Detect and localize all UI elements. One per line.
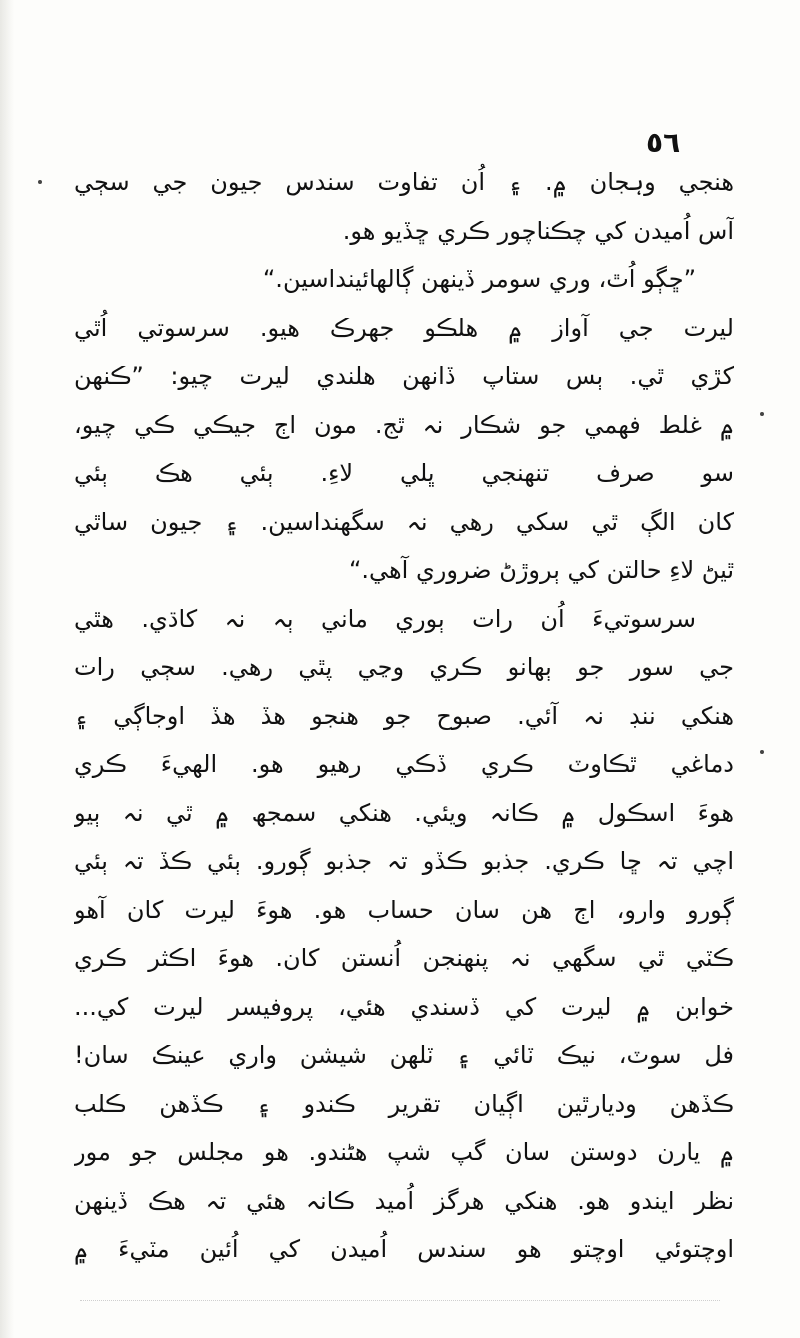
body-text	[74, 158, 734, 1274]
margin-dot	[760, 750, 764, 754]
text-line: ڳورو وارو، اڄ ھن سان حساب ھو. ھوءَ ليرت کان آھو	[74, 895, 734, 924]
text-line: اوچتوئي اوچتو ھو سندس اُميدن کي اُئين مٽيءَ ۾	[74, 1235, 734, 1263]
text-line: ليرت جي آواز ۾ ھلڪو جهرڪ ھيو. سرسوتي اُٿي	[74, 313, 734, 342]
text-line: کان الڳ ٿي سکي رھي نہ سگھنداسين. ۽ جيون ساٿي	[74, 507, 734, 536]
text-line: ھوءَ اسڪول ۾ ڪانہ ويئي. ھنکي سمجھ ۾ ٿي نہ ٻيو	[74, 798, 734, 827]
text-line: ”ڇڳو اُٿ، وري سومر ڏينھن ڳالھائينداسين.“	[262, 265, 696, 293]
margin-dot	[38, 180, 42, 184]
text-line: ھنکي ننڊ نہ آئي. صبوح جو ھنجو ھڏ ھڏ اوجاڳي ۽	[74, 701, 734, 730]
text-line: اچي تہ ڇا ڪري. جذبو ڪڏو تہ جذبو ڳورو. ٻئي ڪڏ تہ ٻئي	[74, 847, 734, 875]
text-line: دماغي ٿڪاوٽ ڪري ڏڪي رھيو ھو. الهيءَ ڪري	[74, 750, 734, 778]
text-line: کڙي ٿي. ٻس ستاپ ڏانھن ھلندي ليرت چيو: ”ڪنھن	[74, 362, 734, 390]
text-line: ۾ يارن دوستن سان گپ شپ ھڻندو. ھو مجلس جو مور	[74, 1138, 734, 1166]
margin-dot	[760, 412, 764, 416]
page-bottom-smudge	[80, 1300, 720, 1309]
text-line: ۾ غلط فھمي جو شڪار نہ ٿج. مون اڄ جيڪي ڪي چيو،	[74, 410, 734, 439]
page-number: ٥٦	[646, 126, 681, 159]
text-line: ٿيڻ لاءِ حالتن کي ٻروڙڻ ضروري آھي.“	[348, 556, 734, 584]
text-line: فل سوٽ، نيڪ ٽائي ۽ ٽلھن شيشن واري عينڪ سان!	[74, 1041, 734, 1069]
text-line: ڪٽي ٿي سگھي نہ پنھنجن اُنستن کان. ھوءَ اڪثر ڪري	[74, 944, 734, 972]
text-line: جي سور جو ٻهانو ڪري وڃي پٿي رھي. سڄي رات	[74, 653, 734, 681]
text-line: نظر ايندو ھو. ھنکي ھرگز اُميد ڪانہ ھئي تہ ھڪ ڏينھن	[74, 1186, 734, 1215]
text-line: سو صرف تنھنجي ڀلي لاءِ. ٻئي ھڪ ٻئي	[74, 459, 734, 487]
text-line: ڪڏھن وديارٿين اڳيان تقرير ڪندو ۽ ڪڏھن ڪلب	[74, 1089, 734, 1118]
page-edge-shadow	[0, 0, 14, 1338]
text-line: آس اُميدن کي چڪناچور ڪري ڇڏيو ھو.	[342, 216, 734, 245]
text-line: ھنجي وہجان ۾. ۽ اُن تفاوت سندس جيون جي سڄي	[74, 168, 734, 196]
text-line: سرسوتيءَ اُن رات ٻوري ماني ٻہ نہ کاڌي. ھٿي	[74, 604, 696, 633]
text-line: خوابن ۾ ليرت کي ڏسندي ھئي، پروفيسر ليرت کي...	[74, 992, 734, 1021]
